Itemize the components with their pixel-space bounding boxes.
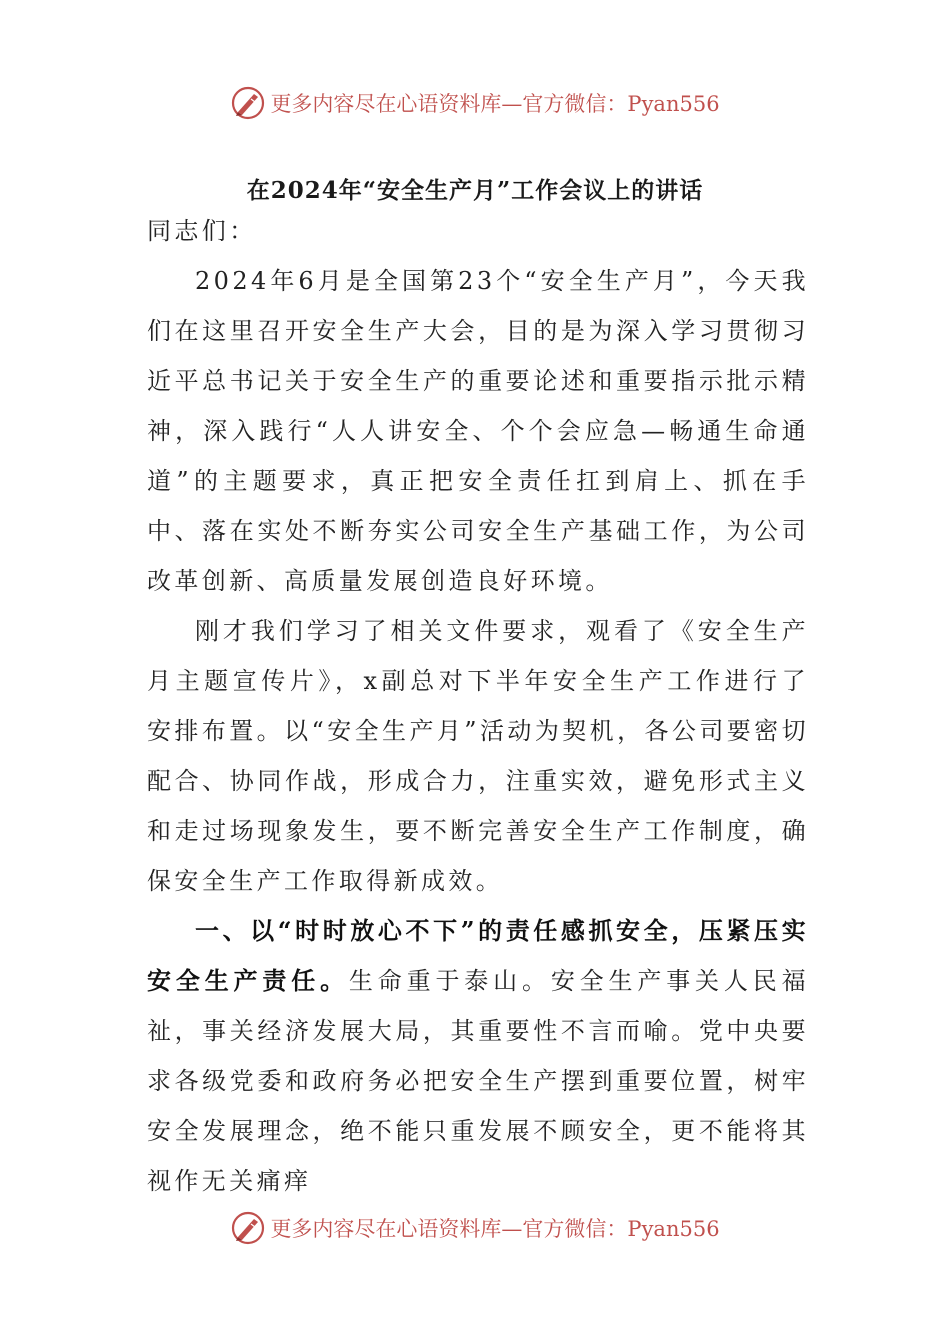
paragraph-2: 刚才我们学习了相关文件要求，观看了《安全生产月主题宣传片》，x副总对下半年安全生产工作进行了安排布置。以“安全生产月”活动为契机，各公司要密切配合、协同作战，形成合力，注重实效，避免形式主义和走过场现象发生，要不断完善安全生产工作制度，确保安全生产工作取得新成效。 [147, 617, 809, 895]
section-1-heading: 一、以“时时放心不下”的责任感抓安全，压紧压实安全生产责任。 [147, 916, 809, 995]
section-1-body: 生命重于泰山。安全生产事关人民福祉，事关经济发展大局，其重要性不言而喻。党中央要求各级党委和政府务必把安全生产摆到重要位置，树牢安全发展理念，绝不能只重发展不顾安全，更不能将其视作无关痛痒 [147, 967, 809, 1195]
document-body [147, 206, 809, 1206]
watermark-text: 更多内容尽在心语资料库—官方微信：Pyan556 [270, 1217, 720, 1241]
paragraph-1: 2024年6月是全国第23个“安全生产月”，今天我们在这里召开安全生产大会，目的是为深入学习贯彻习近平总书记关于安全生产的重要论述和重要指示批示精神，深入践行“人人讲安全、个个会应急—畅通生命通道”的主题要求，真正把安全责任扛到肩上、抓在手中、落在实处不断夯实公司安全生产基础工作，为公司改革创新、高质量发展创造良好环境。 [147, 267, 809, 595]
header-watermark-banner [0, 80, 950, 126]
watermark-text: 更多内容尽在心语资料库—官方微信：Pyan556 [270, 92, 720, 116]
document-title: 在2024年“安全生产月”工作会议上的讲话 [246, 177, 704, 204]
greeting: 同志们： [147, 217, 257, 245]
footer-watermark-banner [0, 1205, 950, 1251]
pen-circle-icon [230, 85, 266, 121]
section-1-paragraph [147, 906, 809, 1206]
pen-circle-icon [230, 1210, 266, 1246]
